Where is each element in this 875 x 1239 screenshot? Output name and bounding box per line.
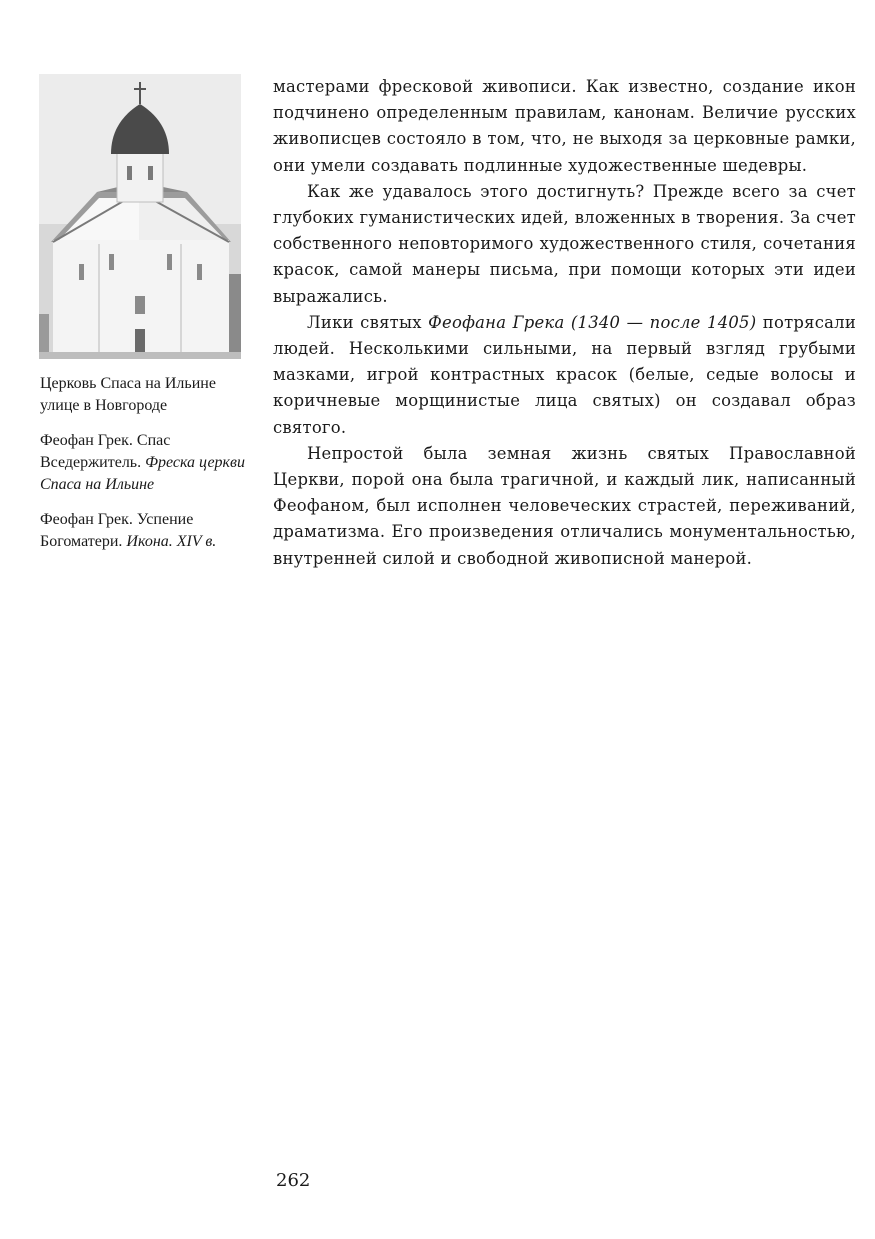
figure-captions <box>40 373 255 566</box>
paragraph-3-end: потрясали людей. Несколькими сильными, на первый взгляд грубыми мазками, игрой контрастных красок (белые, седые волосы и коричневые морщинистые лица святых) он создавал образ святого. <box>273 312 857 437</box>
paragraph-3-italic: Феофана Грека (1340 — после 1405) <box>428 312 757 332</box>
caption-fresco-author: Феофан Грек. Спас Вседержитель. <box>40 432 171 471</box>
paragraph-1: мастерами фресковой живописи. Как известно, создание икон подчинено определенным правилам, канонам. Величие русских живописцев состояло в том, что, не выходя за церковные рамки, они умели создавать подлинные художественные шедевры. <box>273 77 856 175</box>
caption-fresco <box>40 430 255 496</box>
paragraph-2: Как же удавалось этого достигнуть? Прежде всего за счет глубоких гуманистических идей, вложенных в творения. За счет собственного неповторимого художественного стиля, сочетания красок, самой манеры письма, при помощи которых эти идеи выражались. <box>273 181 856 306</box>
caption-church: Церковь Спаса на Ильине улице в Новгороде <box>40 375 216 414</box>
main-text <box>273 74 856 572</box>
paragraph-3-start: Лики святых <box>307 312 429 332</box>
caption-icon-author: Феофан Грек. Успение Богоматери. <box>40 511 194 550</box>
caption-icon-note: Икона. XIV в. <box>126 533 217 550</box>
caption-icon <box>40 509 255 553</box>
paragraph-4: Непростой была земная жизнь святых Православной Церкви, порой она была трагичной, и каждый лик, написанный Феофаном, был исполнен человеческих страстей, переживаний, драматизма. Его произведения отличались монументальностью, внутренней силой и свободной живописной манерой. <box>273 443 856 568</box>
church-photo <box>39 74 241 359</box>
page-number: 262 <box>276 1170 311 1191</box>
church-illustration <box>39 74 241 359</box>
paragraph-3 <box>273 310 856 441</box>
caption-fresco-note: Фреска церкви Спаса на Ильине <box>40 454 245 493</box>
